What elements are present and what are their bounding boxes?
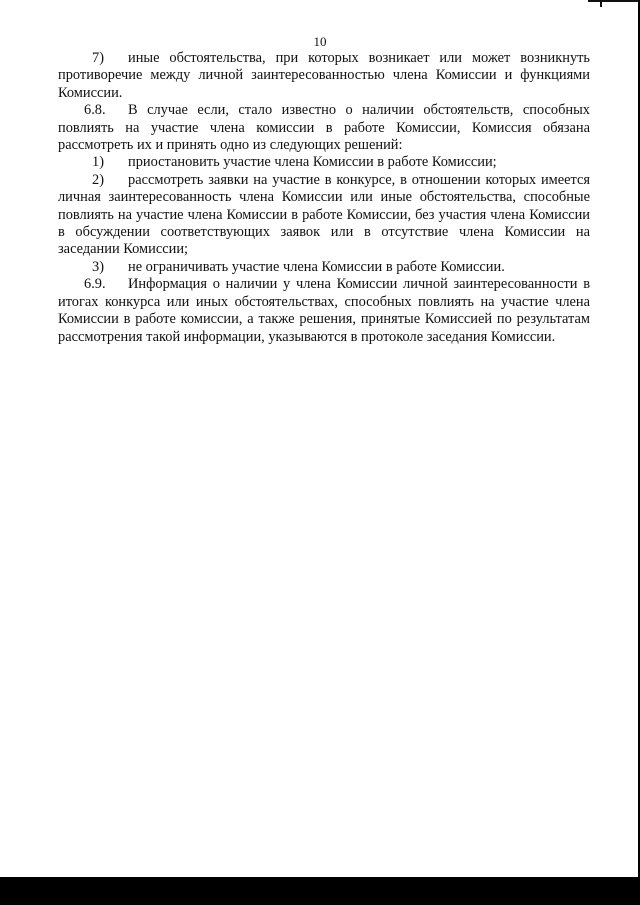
list-marker: 7) [92,50,104,66]
section-6-8 [58,102,590,154]
document-body [58,50,590,346]
paragraph-text: Информация о наличии у члена Комиссии личной заинтересованности в итогах конкурса или иных обстоятельствах, способных повлиять на участие члена Комиссии в работе комиссии, а также решения, принятые Комиссией по результатам рассмотрения такой информации, указываются в протоколе заседания Комиссии. [58,276,590,345]
list-item-1 [58,154,590,171]
paragraph-text: иные обстоятельства, при которых возникает или может возникнуть противоречие между личной заинтересованностью члена Комиссии и функциями Комиссии. [58,50,590,101]
list-marker: 3) [92,258,104,275]
list-item-7 [58,50,590,102]
paragraph-text: не ограничивать участие члена Комиссии в работе Комиссии. [128,258,505,275]
section-6-9 [58,276,590,346]
paragraph-text: В случае если, стало известно о наличии обстоятельств, способных повлиять на участие члена комиссии в работе Комиссии, Комиссия обязана рассмотреть их и принять одно из следующих решений: [58,102,590,154]
scan-edge-mark [588,0,640,6]
scan-border-bottom [0,877,640,905]
page-number: 10 [313,34,327,49]
section-number: 6.8. [84,102,106,119]
list-item-3 [58,259,590,276]
list-marker: 1) [92,154,104,171]
list-marker: 2) [92,171,104,188]
paragraph-text: приостановить участие члена Комиссии в работе Комиссии; [128,154,497,171]
list-item-2 [58,172,590,259]
paragraph-text: рассмотреть заявки на участие в конкурсе, в отношении которых имеется личная заинтересованность члена Комиссии или иные обстоятельства, способные повлиять на участие члена Комиссии в работе Комиссии, без участия члена Комиссии в обсуждении соответствующих заявок или в отсутствие члена Комиссии на заседании Комиссии; [58,171,590,258]
scan-tick [600,0,602,7]
section-number: 6.9. [84,276,106,293]
